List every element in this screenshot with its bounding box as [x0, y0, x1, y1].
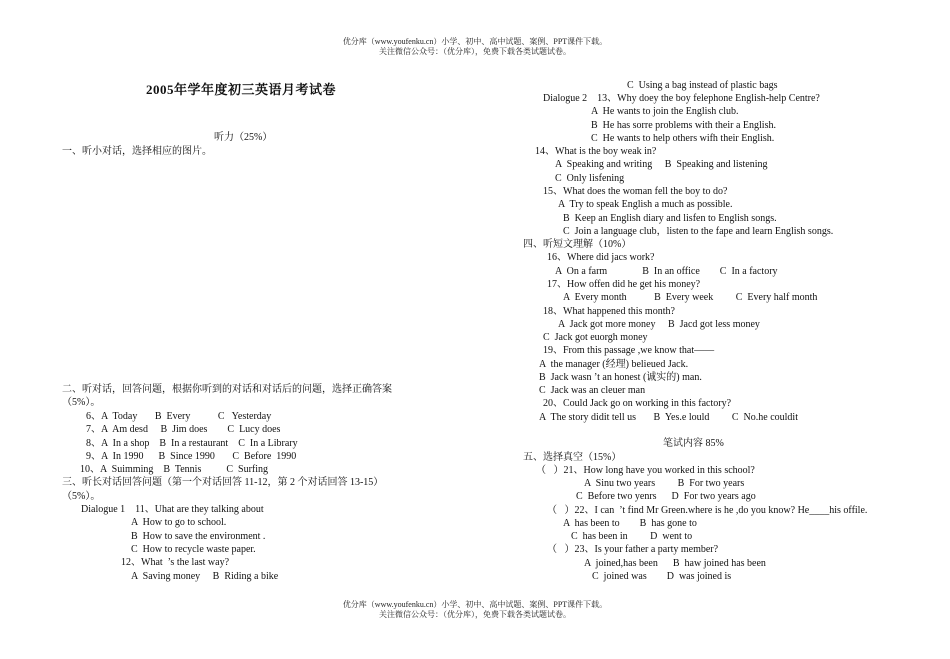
- q12-options-ab: A Saving money B Riding a bike: [131, 571, 279, 582]
- q21-options-cd: C Before two yenrs D For two years ago: [576, 491, 756, 502]
- question-15: 15、What does the woman fell the boy to do?: [543, 186, 728, 197]
- question-10: 10、A Suimming B Tennis C Surfing: [80, 464, 269, 475]
- question-8: 8、A In a shop B In a restaurant C In a Library: [86, 438, 298, 449]
- part4-instruction: 四、听短文理解（10%）: [523, 239, 632, 250]
- question-20: 20、Could Jack go on working in this factory?: [543, 398, 732, 409]
- q22-options-ab: A has been to B has gone to: [563, 518, 697, 529]
- q19-option-c: C Jack was an cleuer man: [539, 385, 646, 396]
- q14-option-c: C Only lisfening: [555, 173, 625, 184]
- footer-line-2: 关注微信公众号：（优分库），免费下载各类试题试卷。: [379, 609, 571, 619]
- part2-score: （5%）。: [62, 397, 101, 408]
- question-6: 6、A Today B Every C Yesterday: [86, 411, 272, 422]
- part3-score: （5%）。: [62, 491, 101, 502]
- q23-options-ab: A joined,has been B haw joined has been: [584, 558, 766, 569]
- page-footer: [0, 600, 950, 619]
- question-7: 7、A Am desd B Jim does C Lucy does: [86, 424, 281, 435]
- part2-instruction: 二、听对话，回答问题，根据你听到的对话和对话后的问题，选择正确答案: [62, 384, 392, 395]
- q12-option-c: C Using a bag instead of plastic bags: [627, 80, 778, 91]
- footer-line-1: 优分库（www.youfenku.cn）小学、初中、高中试题、案例、PPT课件下载。: [342, 600, 608, 609]
- q13-option-b: B He has sorre problems with their a English.: [591, 120, 776, 131]
- part5-instruction: 五、选择真空（15%）: [523, 452, 622, 463]
- q17-options: A Every month B Every week C Every half month: [563, 292, 818, 303]
- q11-option-b: B How to save the environment .: [131, 531, 266, 542]
- header-line-1: 优分库（www.youfenku.cn）小学、初中、高中试题、案例、PPT课件下载。: [342, 37, 608, 46]
- part3-instruction: 三、听长对话回答问题（第一个对话回答 11-12，第 2 个对话回答 13-15）: [62, 477, 384, 488]
- question-23: （ ）23、Is your father a party member?: [547, 544, 719, 555]
- q11-option-a: A How to go to school.: [131, 517, 227, 528]
- header-line-2: 关注微信公众号：（优分库），免费下载各类试题试卷。: [379, 46, 571, 56]
- q19-option-b: B Jack wasn ’t an honest (诚实的) man.: [539, 372, 702, 383]
- exam-title: 2005年学年度初三英语月考试卷: [146, 82, 337, 97]
- question-14: 14、What is the boy weak in?: [535, 146, 657, 157]
- question-17: 17、How offen did he get his money?: [547, 279, 701, 290]
- q22-options-cd: C has been in D went to: [571, 531, 693, 542]
- question-22: （ ）22、I can ’t find Mr Green.where is he ,do you know? He____his offile.: [547, 505, 868, 516]
- q14-options-ab: A Speaking and writing B Speaking and listening: [555, 159, 768, 170]
- question-9: 9、A In 1990 B Since 1990 C Before 1990: [86, 451, 297, 462]
- question-19: 19、From this passage ,we know that——: [543, 345, 715, 356]
- question-18: 18、What happened this month?: [543, 306, 675, 317]
- q19-option-a: A the manager (经理) belieued Jack.: [539, 359, 689, 370]
- q15-option-a: A Try to speak English a much as possible.: [558, 199, 733, 210]
- q13-option-a: A He wants to join the English club.: [591, 106, 739, 117]
- question-21: （ ）21、How long have you worked in this school?: [536, 465, 755, 476]
- q23-options-cd: C joined was D was joined is: [592, 571, 732, 582]
- listening-heading: 听力（25%）: [214, 132, 273, 143]
- part1-instruction: 一、听小对话，选择相应的图片。: [62, 146, 212, 157]
- q18-options-ab: A Jack got more money B Jacd got less money: [558, 319, 760, 330]
- written-heading: 笔试内容 85%: [663, 438, 724, 449]
- q13-option-c: C He wants to help others wifh their English.: [591, 133, 775, 144]
- q20-options: A The story didit tell us B Yes.e lould C No.he couldit: [539, 412, 798, 423]
- q16-options: A On a farm B In an office C In a factory: [555, 266, 778, 277]
- question-16: 16、Where did jacs work?: [547, 252, 655, 263]
- q15-option-c: C Join a language club，listen to the fape and learn English songs.: [563, 226, 834, 237]
- dialogue-2-q13: Dialogue 2 13、Why doey the boy felephone English-help Centre?: [543, 93, 820, 104]
- q21-options-ab: A Sinu two years B For two years: [584, 478, 745, 489]
- q15-option-b: B Keep an English diary and lisfen to English songs.: [563, 213, 777, 224]
- q11-option-c: C How to recycle waste paper.: [131, 544, 256, 555]
- question-12: 12、What ’s the last way?: [121, 557, 230, 568]
- q18-option-c: C Jack got euorgh money: [543, 332, 648, 343]
- dialogue-1-q11: Dialogue 1 11、Uhat are they talking about: [81, 504, 264, 515]
- page-header: [0, 37, 950, 56]
